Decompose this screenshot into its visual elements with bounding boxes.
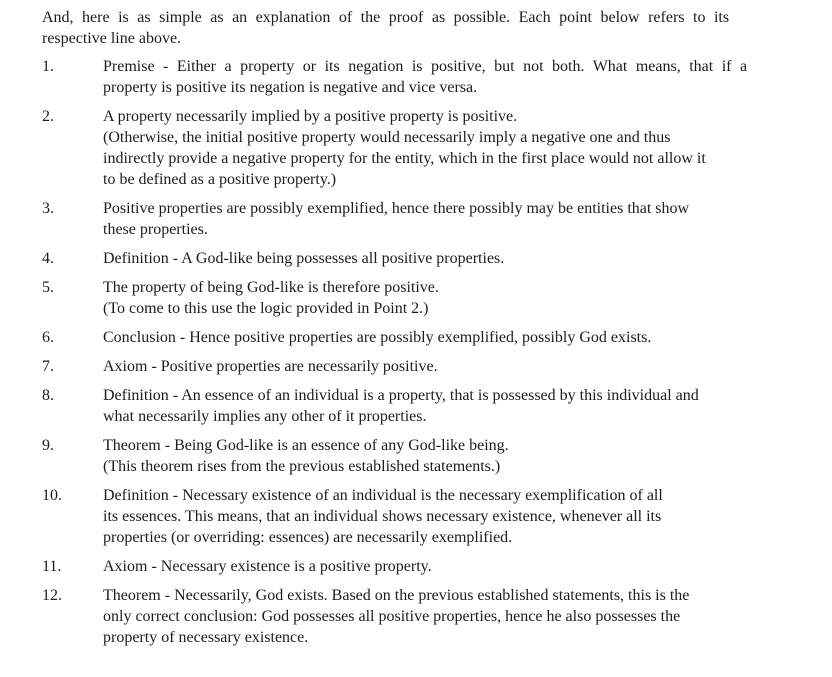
- item-body: [103, 198, 812, 240]
- item-line: Positive properties are possibly exemplified, hence there possibly may be entities that show: [103, 200, 690, 217]
- item-line: Premise - Either a property or its negation is positive, but not both. What means, that if a: [103, 58, 748, 75]
- item-line: its essences. This means, that an individual shows necessary existence, whenever all its: [103, 508, 662, 525]
- item-number: 10.: [42, 487, 62, 504]
- list-item-7: [42, 356, 812, 377]
- item-line: what necessarily implies any other of it properties.: [103, 408, 427, 425]
- item-number: 4.: [42, 250, 54, 267]
- list-item-10: [42, 485, 812, 548]
- intro-line: And, here is as simple as an explanation of the proof as possible. Each point below refers to its: [42, 9, 730, 26]
- item-body: [103, 106, 812, 190]
- item-line: to be defined as a positive property.): [103, 171, 337, 188]
- item-body: [103, 248, 812, 269]
- item-line: Axiom - Positive properties are necessarily positive.: [103, 358, 438, 375]
- item-body: [103, 385, 812, 427]
- item-line: A property necessarily implied by a positive property is positive.: [103, 108, 518, 125]
- list-item-8: [42, 385, 812, 427]
- item-line: (To come to this use the logic provided in Point 2.): [103, 300, 429, 317]
- item-body: [103, 585, 812, 648]
- list-item-11: [42, 556, 812, 577]
- item-line: Conclusion - Hence positive properties are possibly exemplified, possibly God exists.: [103, 329, 652, 346]
- item-line: properties (or overriding: essences) are necessarily exemplified.: [103, 529, 513, 546]
- item-number: 2.: [42, 108, 54, 125]
- list-item-2: [42, 106, 812, 190]
- list-item-3: [42, 198, 812, 240]
- list-item-5: [42, 277, 812, 319]
- item-line: only correct conclusion: God possesses all positive properties, hence he also possesses the: [103, 608, 681, 625]
- item-number: 3.: [42, 200, 54, 217]
- item-line: (Otherwise, the initial positive property would necessarily imply a negative one and thus: [103, 129, 671, 146]
- item-body: [103, 356, 812, 377]
- list-item-12: [42, 585, 812, 648]
- item-body: [103, 327, 812, 348]
- proof-list: [42, 56, 812, 648]
- item-number: 1.: [42, 58, 54, 75]
- item-line: Axiom - Necessary existence is a positive property.: [103, 558, 432, 575]
- list-item-9: [42, 435, 812, 477]
- item-body: [103, 556, 812, 577]
- item-line: property of necessary existence.: [103, 629, 309, 646]
- item-number: 9.: [42, 437, 54, 454]
- item-body: [103, 277, 812, 319]
- item-line: (This theorem rises from the previous established statements.): [103, 458, 501, 475]
- item-body: [103, 56, 812, 98]
- list-item-1: [42, 56, 812, 98]
- item-line: The property of being God-like is therefore positive.: [103, 279, 439, 296]
- item-line: these properties.: [103, 221, 208, 238]
- item-line: Definition - Necessary existence of an individual is the necessary exemplification of all: [103, 487, 663, 504]
- list-item-6: [42, 327, 812, 348]
- item-number: 12.: [42, 587, 62, 604]
- item-body: [103, 485, 812, 548]
- item-number: 11.: [42, 558, 62, 575]
- item-line: Theorem - Necessarily, God exists. Based on the previous established statements, this is the: [103, 587, 690, 604]
- item-line: Theorem - Being God-like is an essence of any God-like being.: [103, 437, 509, 454]
- item-line: Definition - An essence of an individual is a property, that is possessed by this individual and: [103, 387, 699, 404]
- item-number: 5.: [42, 279, 54, 296]
- item-line: indirectly provide a negative property for the entity, which in the first place would not allow it: [103, 150, 706, 167]
- item-number: 6.: [42, 329, 54, 346]
- list-item-4: [42, 248, 812, 269]
- intro-paragraph: [42, 7, 812, 49]
- item-line: Definition - A God-like being possesses all positive properties.: [103, 250, 505, 267]
- item-number: 8.: [42, 387, 54, 404]
- item-number: 7.: [42, 358, 54, 375]
- item-line: property is positive its negation is negative and vice versa.: [103, 79, 478, 96]
- intro-line: respective line above.: [42, 30, 182, 47]
- item-body: [103, 435, 812, 477]
